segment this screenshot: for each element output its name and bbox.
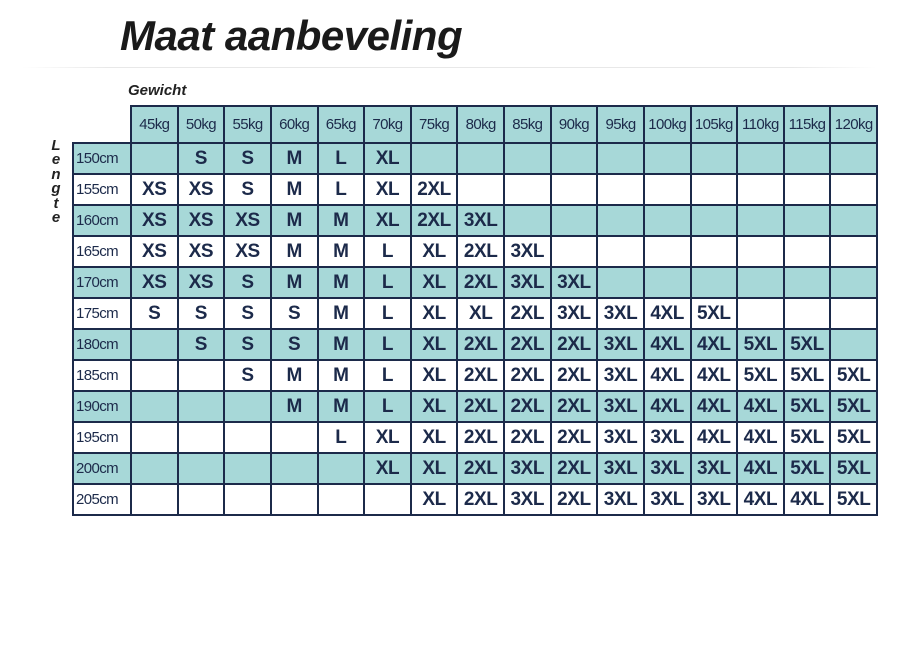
size-cell: 3XL: [691, 453, 738, 484]
size-cell: XS: [131, 174, 178, 205]
size-cell: [597, 143, 644, 174]
weight-header-cell: 120kg: [830, 106, 877, 143]
size-cell: 5XL: [830, 453, 877, 484]
size-row: [73, 360, 877, 391]
size-cell: 4XL: [644, 329, 691, 360]
size-cell: 4XL: [737, 484, 784, 515]
size-cell: [457, 174, 504, 205]
size-cell: XS: [178, 267, 225, 298]
size-cell: L: [318, 422, 365, 453]
size-cell: 2XL: [551, 453, 598, 484]
size-cell: [784, 205, 831, 236]
size-cell: M: [318, 329, 365, 360]
size-cell: [644, 267, 691, 298]
size-cell: M: [318, 391, 365, 422]
size-cell: 4XL: [691, 422, 738, 453]
size-cell: L: [364, 329, 411, 360]
size-cell: [830, 143, 877, 174]
size-cell: [318, 484, 365, 515]
size-cell: [830, 174, 877, 205]
weight-header-cell: 110kg: [737, 106, 784, 143]
size-cell: [224, 422, 271, 453]
size-chart-table: [72, 105, 878, 516]
size-cell: XL: [411, 422, 458, 453]
size-cell: 3XL: [504, 267, 551, 298]
size-cell: [131, 422, 178, 453]
size-cell: L: [364, 236, 411, 267]
size-cell: [784, 298, 831, 329]
size-cell: 3XL: [504, 484, 551, 515]
size-cell: [411, 143, 458, 174]
size-cell: 2XL: [457, 453, 504, 484]
size-cell: [784, 236, 831, 267]
size-cell: 3XL: [551, 267, 598, 298]
size-cell: [644, 143, 691, 174]
size-cell: [504, 143, 551, 174]
size-row: [73, 422, 877, 453]
size-cell: [737, 174, 784, 205]
size-cell: [691, 174, 738, 205]
size-cell: 2XL: [457, 267, 504, 298]
size-cell: XL: [457, 298, 504, 329]
size-cell: 2XL: [551, 484, 598, 515]
size-cell: 5XL: [784, 391, 831, 422]
size-cell: 2XL: [411, 205, 458, 236]
length-label-letter: e: [51, 151, 61, 169]
weight-header-cell: 55kg: [224, 106, 271, 143]
size-cell: 3XL: [597, 422, 644, 453]
size-cell: S: [271, 329, 318, 360]
size-cell: [551, 236, 598, 267]
size-cell: 4XL: [784, 484, 831, 515]
weight-header-cell: 95kg: [597, 106, 644, 143]
size-cell: 5XL: [691, 298, 738, 329]
size-cell: XL: [411, 267, 458, 298]
size-cell: XL: [411, 298, 458, 329]
size-cell: [830, 236, 877, 267]
size-cell: 3XL: [504, 453, 551, 484]
weight-axis-label: Gewicht: [128, 82, 187, 99]
size-cell: 2XL: [457, 236, 504, 267]
weight-header-cell: 60kg: [271, 106, 318, 143]
weight-header-cell: 45kg: [131, 106, 178, 143]
size-cell: [597, 267, 644, 298]
size-row: [73, 298, 877, 329]
size-row: [73, 267, 877, 298]
size-cell: XL: [364, 453, 411, 484]
weight-header-cell: 105kg: [691, 106, 738, 143]
size-cell: 5XL: [830, 360, 877, 391]
size-cell: 3XL: [597, 360, 644, 391]
weight-header-row: [73, 106, 877, 143]
size-cell: [318, 453, 365, 484]
size-cell: 5XL: [830, 391, 877, 422]
size-cell: [830, 329, 877, 360]
size-cell: 2XL: [504, 422, 551, 453]
header-corner-cell: [73, 106, 131, 143]
size-cell: 5XL: [737, 329, 784, 360]
size-cell: [830, 298, 877, 329]
size-cell: M: [271, 360, 318, 391]
size-cell: [737, 267, 784, 298]
size-cell: [830, 267, 877, 298]
length-label-letter: L: [51, 137, 61, 154]
height-header-cell: 165cm: [73, 236, 131, 267]
weight-header-cell: 100kg: [644, 106, 691, 143]
size-cell: [784, 267, 831, 298]
size-cell: XL: [411, 391, 458, 422]
size-cell: XS: [131, 267, 178, 298]
height-header-cell: 195cm: [73, 422, 131, 453]
size-cell: [551, 174, 598, 205]
height-header-cell: 205cm: [73, 484, 131, 515]
size-cell: [644, 205, 691, 236]
size-cell: L: [364, 267, 411, 298]
size-cell: L: [364, 298, 411, 329]
size-row: [73, 205, 877, 236]
size-cell: 4XL: [737, 422, 784, 453]
size-cell: [691, 205, 738, 236]
size-cell: 5XL: [830, 422, 877, 453]
size-cell: 4XL: [644, 360, 691, 391]
size-cell: M: [318, 267, 365, 298]
size-cell: 3XL: [597, 329, 644, 360]
size-cell: S: [178, 329, 225, 360]
size-cell: 2XL: [504, 329, 551, 360]
size-cell: XS: [131, 205, 178, 236]
size-cell: XL: [411, 453, 458, 484]
size-cell: [737, 298, 784, 329]
size-cell: 5XL: [784, 422, 831, 453]
size-cell: [504, 174, 551, 205]
size-cell: L: [318, 174, 365, 205]
size-cell: 4XL: [737, 453, 784, 484]
size-cell: 3XL: [691, 484, 738, 515]
size-cell: [784, 174, 831, 205]
size-cell: 3XL: [597, 484, 644, 515]
size-cell: 2XL: [504, 360, 551, 391]
length-axis-label: [46, 139, 66, 225]
height-header-cell: 185cm: [73, 360, 131, 391]
weight-header-cell: 115kg: [784, 106, 831, 143]
size-cell: 2XL: [551, 329, 598, 360]
size-cell: 3XL: [504, 236, 551, 267]
height-header-cell: 200cm: [73, 453, 131, 484]
size-cell: [691, 236, 738, 267]
size-cell: M: [271, 205, 318, 236]
length-label-letter: e: [51, 209, 61, 227]
size-cell: 2XL: [457, 360, 504, 391]
size-cell: 5XL: [784, 329, 831, 360]
size-cell: M: [271, 267, 318, 298]
size-cell: 3XL: [597, 298, 644, 329]
size-cell: M: [271, 236, 318, 267]
size-cell: [830, 205, 877, 236]
size-cell: L: [364, 391, 411, 422]
size-row: [73, 143, 877, 174]
size-cell: [644, 174, 691, 205]
size-cell: 4XL: [644, 391, 691, 422]
size-cell: M: [318, 298, 365, 329]
size-cell: [504, 205, 551, 236]
weight-header-cell: 80kg: [457, 106, 504, 143]
weight-header-cell: 90kg: [551, 106, 598, 143]
size-cell: 2XL: [457, 484, 504, 515]
length-label-letter: g: [51, 180, 61, 198]
size-cell: XS: [178, 236, 225, 267]
size-cell: [784, 143, 831, 174]
size-cell: 2XL: [551, 391, 598, 422]
height-header-cell: 150cm: [73, 143, 131, 174]
size-cell: L: [318, 143, 365, 174]
size-cell: [131, 143, 178, 174]
size-cell: M: [271, 174, 318, 205]
size-cell: S: [178, 143, 225, 174]
size-cell: XS: [178, 174, 225, 205]
weight-header-cell: 75kg: [411, 106, 458, 143]
size-cell: [178, 360, 225, 391]
size-cell: 3XL: [597, 453, 644, 484]
size-cell: XS: [224, 236, 271, 267]
size-cell: [457, 143, 504, 174]
size-cell: 5XL: [830, 484, 877, 515]
size-cell: L: [364, 360, 411, 391]
size-cell: [178, 391, 225, 422]
size-row: [73, 453, 877, 484]
size-cell: XL: [364, 422, 411, 453]
size-cell: [597, 236, 644, 267]
size-cell: 2XL: [411, 174, 458, 205]
length-label-letter: t: [53, 194, 59, 212]
size-cell: [178, 453, 225, 484]
size-cell: M: [271, 391, 318, 422]
size-cell: XS: [224, 205, 271, 236]
height-header-cell: 160cm: [73, 205, 131, 236]
size-cell: [224, 453, 271, 484]
size-cell: 3XL: [551, 298, 598, 329]
size-cell: S: [224, 360, 271, 391]
size-cell: XL: [364, 174, 411, 205]
size-cell: S: [224, 329, 271, 360]
size-cell: 4XL: [691, 391, 738, 422]
size-cell: 3XL: [597, 391, 644, 422]
size-cell: [644, 236, 691, 267]
size-cell: XL: [411, 236, 458, 267]
size-cell: S: [178, 298, 225, 329]
size-cell: S: [271, 298, 318, 329]
size-cell: [551, 205, 598, 236]
size-cell: [271, 453, 318, 484]
size-cell: [691, 267, 738, 298]
size-cell: M: [271, 143, 318, 174]
size-cell: [691, 143, 738, 174]
page-title: Maat aanbeveling: [120, 12, 463, 59]
size-cell: XL: [364, 143, 411, 174]
size-cell: [224, 484, 271, 515]
size-cell: [178, 422, 225, 453]
size-cell: [224, 391, 271, 422]
size-cell: [131, 360, 178, 391]
size-cell: [131, 484, 178, 515]
size-row: [73, 236, 877, 267]
size-cell: [364, 484, 411, 515]
size-cell: 3XL: [644, 484, 691, 515]
size-row: [73, 484, 877, 515]
size-cell: 2XL: [457, 329, 504, 360]
size-cell: XS: [178, 205, 225, 236]
weight-header-cell: 70kg: [364, 106, 411, 143]
size-cell: XL: [411, 484, 458, 515]
size-cell: 5XL: [784, 360, 831, 391]
weight-header-cell: 85kg: [504, 106, 551, 143]
size-cell: [597, 174, 644, 205]
size-cell: 2XL: [457, 391, 504, 422]
size-cell: XL: [411, 329, 458, 360]
size-cell: 5XL: [737, 360, 784, 391]
size-cell: 2XL: [457, 422, 504, 453]
size-cell: XS: [131, 236, 178, 267]
title-divider: [22, 67, 877, 68]
size-row: [73, 174, 877, 205]
height-header-cell: 170cm: [73, 267, 131, 298]
size-cell: S: [224, 143, 271, 174]
size-cell: S: [224, 298, 271, 329]
size-cell: S: [224, 267, 271, 298]
size-cell: 3XL: [457, 205, 504, 236]
size-cell: 5XL: [784, 453, 831, 484]
size-cell: XL: [364, 205, 411, 236]
size-row: [73, 329, 877, 360]
size-cell: 2XL: [551, 422, 598, 453]
size-cell: [597, 205, 644, 236]
size-cell: [737, 236, 784, 267]
size-cell: [178, 484, 225, 515]
size-cell: S: [131, 298, 178, 329]
size-cell: 4XL: [644, 298, 691, 329]
size-cell: 2XL: [504, 298, 551, 329]
length-label-letter: n: [51, 165, 61, 183]
size-cell: M: [318, 205, 365, 236]
height-header-cell: 180cm: [73, 329, 131, 360]
size-cell: 3XL: [644, 422, 691, 453]
size-cell: M: [318, 360, 365, 391]
height-header-cell: 155cm: [73, 174, 131, 205]
size-cell: 4XL: [737, 391, 784, 422]
height-header-cell: 175cm: [73, 298, 131, 329]
size-cell: 4XL: [691, 329, 738, 360]
size-row: [73, 391, 877, 422]
size-cell: [737, 205, 784, 236]
height-header-cell: 190cm: [73, 391, 131, 422]
size-cell: 4XL: [691, 360, 738, 391]
size-cell: 2XL: [551, 360, 598, 391]
size-cell: XL: [411, 360, 458, 391]
size-cell: 3XL: [644, 453, 691, 484]
size-cell: [737, 143, 784, 174]
size-cell: 2XL: [504, 391, 551, 422]
size-cell: [131, 329, 178, 360]
size-cell: S: [224, 174, 271, 205]
size-cell: M: [318, 236, 365, 267]
size-cell: [131, 453, 178, 484]
size-cell: [551, 143, 598, 174]
size-cell: [131, 391, 178, 422]
weight-header-cell: 50kg: [178, 106, 225, 143]
weight-header-cell: 65kg: [318, 106, 365, 143]
size-cell: [271, 422, 318, 453]
size-cell: [271, 484, 318, 515]
